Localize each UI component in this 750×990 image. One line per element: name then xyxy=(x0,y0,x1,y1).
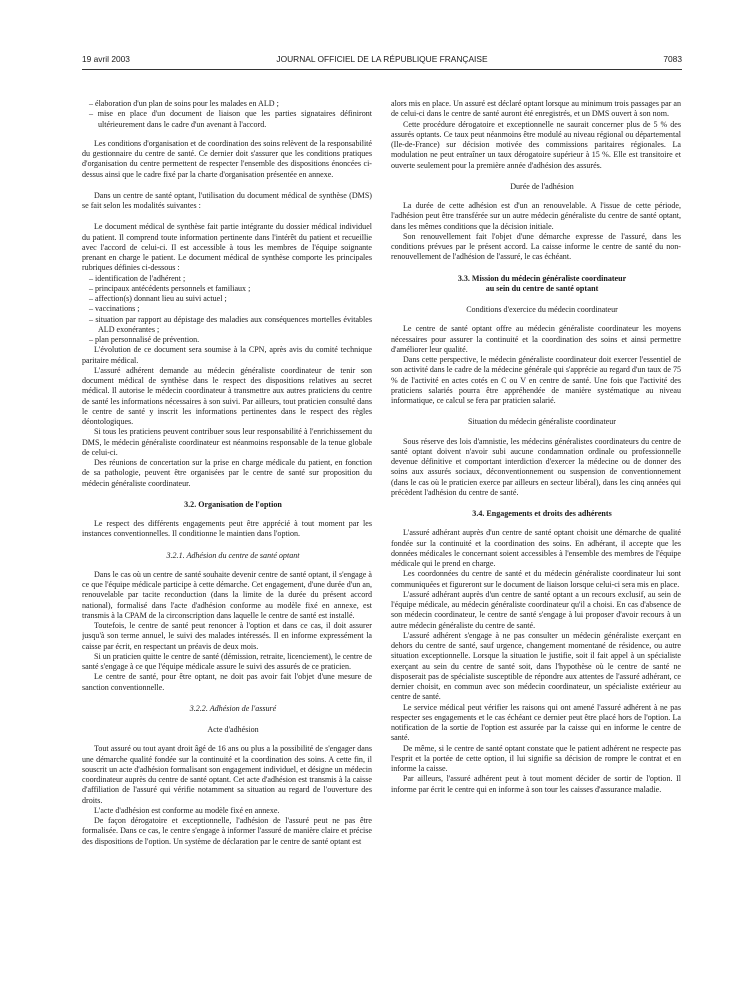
page-header xyxy=(82,54,682,70)
minor-heading: Acte d'adhésion xyxy=(207,725,259,734)
list-item: – élaboration d'un plan de soins pour les malades en ALD ; xyxy=(89,99,279,108)
paragraph: Des réunions de concertation sur la prise en charge médicale du patient, en fonction de sa pathologie, peuvent être organisées par le centre de santé sur proposition du médecin généraliste coordinateur. xyxy=(82,458,372,488)
section-heading: au sein du centre de santé optant xyxy=(485,283,599,293)
paragraph: La durée de cette adhésion est d'un an renouvelable. A l'issue de cette période, l'adhésion peut être transférée sur un autre médecin généraliste du centre de santé optant, dans les mêmes conditions que la décision initiale. xyxy=(391,201,681,231)
paragraph: L'assuré adhérent demande au médecin généraliste coordinateur de tenir son document médical de synthèse dans le respect des dispositions relatives au secret médical. Il autorise le médecin coordinateur à transmettre aux autres praticiens du centre de santé les informations nécessaires à son suivi. Par ailleurs, tout praticien consulté dans le centre de santé y inscrit les informations pertinentes dans le respect des règles déontologiques. xyxy=(82,365,372,426)
paragraph: Le respect des différents engagements peut être apprécié à tout moment par les instances conventionnelles. Il conditionne le maintien dans l'option. xyxy=(82,519,372,539)
paragraph: Le service médical peut vérifier les raisons qui ont amené l'assuré adhérent à ne pas respecter ses engagements et le cas échéant ce dernier peut être placé hors de l'option. La notification de la sortie de l'option est assurée par la caisse qui en informe le centre de santé. xyxy=(391,702,681,743)
header-page-number: 7083 xyxy=(663,54,682,64)
paragraph: Le centre de santé optant offre au médecin généraliste coordinateur les moyens nécessaires pour assurer la continuité et la coordination des soins et ainsi permettre d'améliorer leur qualité. xyxy=(391,324,681,354)
section-heading: 3.2. Organisation de l'option xyxy=(184,499,282,509)
section-heading: 3.4. Engagements et droits des adhérents xyxy=(472,509,612,518)
header-rule xyxy=(82,69,682,70)
list-item: – vaccinations ; xyxy=(89,304,140,314)
paragraph: Si un praticien quitte le centre de santé (démission, retraite, licenciement), le centre de santé s'engage à ce que l'équipe médicale assure le suivi des assurés de ce praticien. xyxy=(82,651,372,671)
paragraph: alors mis en place. Un assuré est déclaré optant lorsque au minimum trois passages par an de celui-ci dans le centre de santé auront été enregistrés, et un DMS ouvert à son nom. xyxy=(391,99,681,119)
paragraph: Le centre de santé, pour être optant, ne doit pas avoir fait l'objet d'une mesure de sanction conventionnelle. xyxy=(82,672,372,692)
paragraph: Si tous les praticiens peuvent contribuer sous leur responsabilité à l'enrichissement du DMS, le médecin généraliste coordinateur est néanmoins responsable de la tenue globale de celui-ci. xyxy=(82,427,372,457)
paragraph: Les coordonnées du centre de santé et du médecin généraliste coordinateur lui sont communiquées et figureront sur le document de liaison lorsque celui-ci sera mis en place. xyxy=(391,569,681,589)
left-column xyxy=(82,99,372,969)
list-item: – identification de l'adhérent ; xyxy=(89,273,186,283)
paragraph: Dans le cas où un centre de santé souhaite devenir centre de santé optant, il s'engage à ce que l'équipe médicale participe à cette démarche. Cet engagement, d'une durée d'un an, renouvelable par tacite reconduction (dans la limite de la durée du présent accord national), formalisé dans l'acte d'adhésion conforme au modèle fixé en annexe, est transmis à la CPAM de la circonscription dans laquelle le centre de santé est installé. xyxy=(82,569,372,620)
paragraph: Sous réserve des lois d'amnistie, les médecins généralistes coordinateurs du centre de santé optant doivent n'avoir subi aucune condamnation ordinale ou professionnelle devenue définitive et comportant interdiction d'exercer la médecine ou de donner des soins aux assurés sociaux, déconventionnement ou suspension de conventionnement (dans le cas où le praticien exerce par ailleurs en secteur libéral), dans les cinq années qui précèdent l'adhésion du centre de santé. xyxy=(391,436,681,497)
list-item: – plan personnalisé de prévention. xyxy=(89,335,200,344)
header-journal-title: JOURNAL OFFICIEL DE LA RÉPUBLIQUE FRANÇAISE xyxy=(276,54,488,64)
paragraph: De même, si le centre de santé optant constate que le patient adhérent ne respecte pas l'esprit et la portée de cette option, il lui signifie sa décision de rompre le contrat et en informe la caisse. xyxy=(391,743,681,773)
subsection-heading: 3.2.2. Adhésion de l'assuré xyxy=(189,703,277,713)
paragraph: Par ailleurs, l'assuré adhérent peut à tout moment décider de sortir de l'option. Il informe par écrit le centre qui en informe à son tour les caisses d'assurance maladie. xyxy=(391,774,681,794)
list-item: – affection(s) donnant lieu au suivi actuel ; xyxy=(89,294,227,303)
list-item: – situation par rapport au dépistage des maladies aux conséquences mortelles évitables ALD exonérantes ; xyxy=(89,314,372,334)
paragraph: L'évolution de ce document sera soumise à la CPN, après avis du comité technique paritaire médical. xyxy=(82,345,372,365)
paragraph: Le document médical de synthèse fait partie intégrante du dossier médical individuel du patient. Il comprend toute information pertinente dans l'intérêt du patient et recueillie avec l'accord de celui-ci. Il est accessible à tous les membres de l'équipe soignante prenant en charge le patient. Le document médical de synthèse comporte les principales rubriques définies ci-dessous : xyxy=(82,222,372,273)
right-column xyxy=(391,99,681,969)
paragraph: Toutefois, le centre de santé peut renoncer à l'option et dans ce cas, il doit assurer jusqu'à son terme annuel, le suivi des malades intéressés. Il en informe expressément la caisse par écrit, en respectant un préavis de deux mois. xyxy=(82,621,372,651)
paragraph: L'assuré adhérant auprès d'un centre de santé optant a un recours exclusif, au sein de l'équipe médicale, au médecin généraliste coordinateur qu'il a choisi. En cas d'absence de son médecin coordinateur, le centre de santé s'engage à lui proposer d'avoir recours à un autre médecin généraliste du centre de santé. xyxy=(391,589,681,630)
minor-heading: Durée de l'adhésion xyxy=(510,181,574,191)
minor-heading: Situation du médecin généraliste coordinateur xyxy=(468,417,616,427)
section-heading: 3.3. Mission du médecin généraliste coordinateur xyxy=(457,273,627,283)
header-date: 19 avril 2003 xyxy=(82,54,130,64)
list-item: – principaux antécédents personnels et familiaux ; xyxy=(89,283,251,293)
paragraph: Dans un centre de santé optant, l'utilisation du document médical de synthèse (DMS) se fait selon les modalités suivantes : xyxy=(82,190,372,210)
paragraph: Cette procédure dérogatoire et exceptionnelle ne saurait concerner plus de 5 % des assurés optants. Ce taux peut néanmoins être modulé au niveau régional ou départemental (Ile-de-France) sur décision motivée des commissions paritaires régionales. La modulation ne peut entraîner un taux dérogatoire supérieur à 15 %. Elle est transitoire et ouverte seulement pour la première année d'adhésion des assurés. xyxy=(391,119,681,170)
paragraph: Les conditions d'organisation et de coordination des soins relèvent de la responsabilité du gestionnaire du centre de santé. Ce dernier doit s'assurer que les conditions pratiques d'organisation du centre permettent de respecter l'ensemble des dispositions énoncées ci-dessus ainsi que le cadre fixé par la charte d'organisation présentée en annexe. xyxy=(82,138,372,179)
paragraph: Dans cette perspective, le médecin généraliste coordinateur doit exercer l'essentiel de son activité dans le cadre de la médecine générale qui s'apprécie au regard d'un taux de 75 % de l'activité en actes cotés en C ou V en centre de santé. Une fois que l'activité des praticiens salariés pourra être appréhendée de manière systématique au niveau informatique, ce calcul se fera par praticien salarié. xyxy=(391,355,681,405)
subsection-heading: 3.2.1. Adhésion du centre de santé optant xyxy=(166,550,300,560)
paragraph: Son renouvellement fait l'objet d'une démarche expresse de l'assuré, dans les conditions prévues par le présent accord. La caisse informe le centre de santé du non-renouvellement de l'adhésion de l'assuré, le cas échéant. xyxy=(391,231,681,262)
paragraph: Tout assuré ou tout ayant droit âgé de 16 ans ou plus a la possibilité de s'engager dans une démarche qualité fondée sur la continuité et la coordination des soins. A cette fin, il souscrit un acte d'adhésion formalisant son engagement individuel, et désigne un médecin coordinateur auprès du centre de santé optant. Cet acte d'adhésion est transmis à la caisse d'affiliation de l'assuré qui vérifie notamment sa situation au regard de l'ouverture des droits. xyxy=(82,744,372,805)
paragraph: De façon dérogatoire et exceptionnelle, l'adhésion de l'assuré peut ne pas être formalisée. Dans ce cas, le centre s'engage à informer l'assuré de manière claire et précise des dispositions de l'option. Un système de déclaration par le centre de santé optant est xyxy=(82,816,372,846)
paragraph: L'acte d'adhésion est conforme au modèle fixé en annexe. xyxy=(94,805,280,815)
paragraph: L'assuré adhérant auprès d'un centre de santé optant choisit une démarche de qualité fondée sur la continuité et la coordination des soins. En adhérant, il accepte que les données médicales le concernant soient accessibles à l'ensemble des membres de l'équipe médicale qui le prend en charge. xyxy=(391,528,681,568)
list-item: – mise en place d'un document de liaison que les parties signataires définiront ultérieurement dans le cadre d'un avenant à l'accord. xyxy=(89,109,372,129)
minor-heading: Conditions d'exercice du médecin coordinateur xyxy=(466,305,618,314)
paragraph: L'assuré adhérent s'engage à ne pas consulter un médecin généraliste exerçant en dehors du centre de santé, sauf urgence, changement momentané de résidence, ou autre situation exceptionnelle. Lorsque la situation le justifie, soit il fait appel à un spécialiste exerçant au sein du centre de santé soit, dans l'hypothèse où le centre de santé ne disposerait pas de spécialiste susceptible de répondre aux attentes de l'assuré adhérant, ce dernier choisit, en commun avec son médecin coordinateur, un spécialiste extérieur au centre de santé. xyxy=(391,630,681,702)
